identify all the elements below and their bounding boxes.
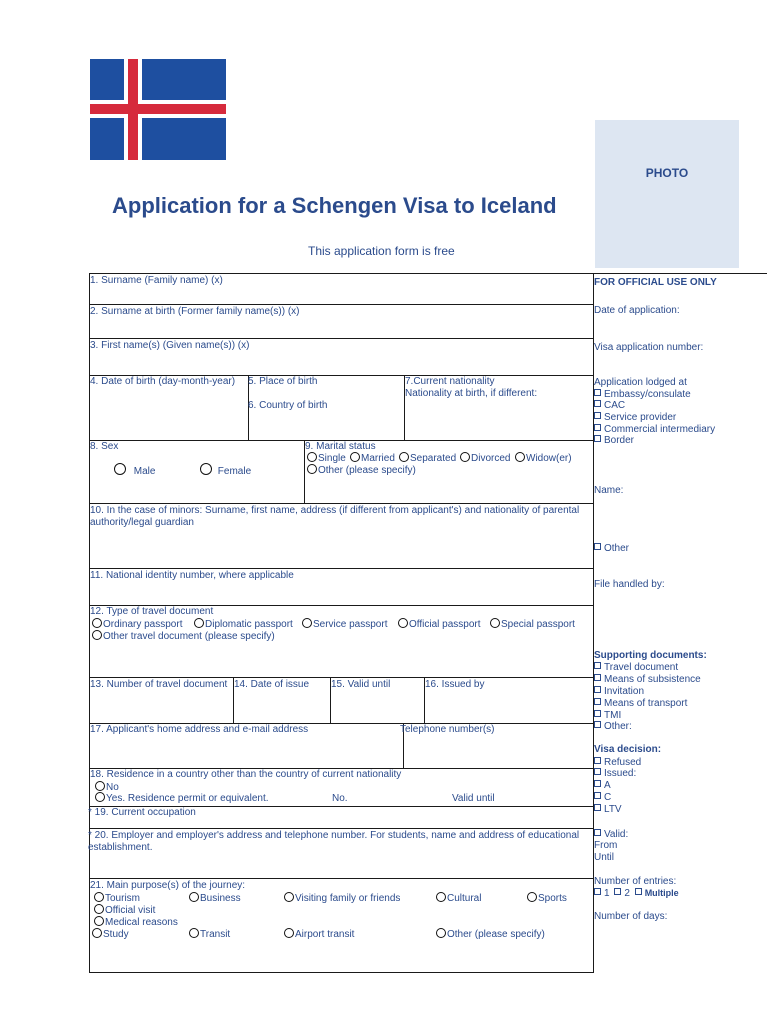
supporting-docs-heading: Supporting documents: — [594, 650, 707, 661]
purpose-sports-option[interactable]: Sports — [527, 892, 567, 905]
decision-item[interactable]: C — [594, 792, 611, 804]
number-of-days-label: Number of days: — [594, 911, 668, 922]
lodged-item[interactable]: Embassy/consulate — [594, 389, 691, 401]
radio-icon[interactable] — [436, 928, 446, 938]
radio-icon[interactable] — [307, 452, 317, 462]
radio-icon[interactable] — [490, 618, 500, 628]
decision-item[interactable]: LTV — [594, 804, 622, 816]
supporting-item[interactable]: Travel document — [594, 662, 678, 674]
field-16-label: 16. Issued by — [425, 679, 485, 690]
checkbox-icon[interactable] — [594, 389, 601, 396]
supporting-item[interactable]: Other: — [594, 721, 632, 733]
checkbox-icon[interactable] — [594, 757, 601, 764]
checkbox-icon[interactable] — [594, 804, 601, 811]
field-3-label: 3. First name(s) (Given name(s)) (x) — [90, 340, 250, 351]
field-20-label: * 20. Employer and employer's address and telephone number. For students, name and address of educational establishment. — [88, 830, 580, 853]
field-17b-label: Telephone number(s) — [400, 724, 495, 735]
field-19-label: * 19. Current occupation — [88, 807, 196, 818]
page-title: Application for a Schengen Visa to Iceland — [112, 193, 557, 218]
residence-valid-label: Valid until — [452, 793, 495, 804]
radio-icon[interactable] — [194, 618, 204, 628]
checkbox-icon[interactable] — [594, 721, 601, 728]
field-7b-label: Nationality at birth, if different: — [405, 388, 538, 399]
field-4-label: 4. Date of birth (day-month-year) — [90, 376, 236, 387]
radio-icon[interactable] — [94, 892, 104, 902]
field-10-label: 10. In the case of minors: Surname, first name, address (if different from applicant's) and nationality of parental authority/legal guardian — [90, 505, 580, 528]
doc-diplomatic-option[interactable]: Diplomatic passport — [194, 618, 293, 631]
doc-official-option[interactable]: Official passport — [398, 618, 481, 631]
purpose-tourism-option[interactable]: Tourism — [94, 892, 140, 905]
checkbox-icon[interactable] — [594, 792, 601, 799]
radio-icon[interactable] — [307, 464, 317, 474]
sex-female-option[interactable]: Female — [200, 463, 251, 478]
radio-icon[interactable] — [515, 452, 525, 462]
supporting-item[interactable]: Means of transport — [594, 698, 687, 710]
purpose-cultural-option[interactable]: Cultural — [436, 892, 481, 905]
radio-icon[interactable] — [95, 781, 105, 791]
radio-icon[interactable] — [189, 928, 199, 938]
marital-divorced-option[interactable]: Divorced — [460, 452, 510, 465]
official-use-heading: FOR OFFICIAL USE ONLY — [594, 277, 717, 288]
decision-item[interactable]: Refused — [594, 757, 641, 769]
radio-icon[interactable] — [92, 630, 102, 640]
field-9-label: 9. Marital status — [305, 441, 376, 452]
marital-separated-option[interactable]: Separated — [399, 452, 456, 465]
checkbox-icon[interactable] — [594, 412, 601, 419]
field-21-label: 21. Main purpose(s) of the journey: — [90, 880, 246, 891]
lodged-item[interactable]: Commercial intermediary — [594, 424, 715, 436]
marital-other-option[interactable]: Other (please specify) — [307, 464, 416, 477]
field-1-label: 1. Surname (Family name) (x) — [90, 275, 223, 286]
radio-icon[interactable] — [92, 928, 102, 938]
lodged-at-label: Application lodged at — [594, 377, 687, 388]
entries-options[interactable]: 1 2 Multiple — [594, 888, 679, 900]
radio-icon[interactable] — [95, 792, 105, 802]
residence-no-option[interactable]: No — [95, 781, 119, 794]
doc-service-option[interactable]: Service passport — [302, 618, 387, 631]
name-label: Name: — [594, 485, 624, 496]
checkbox-icon[interactable] — [594, 888, 601, 895]
purpose-airport-option[interactable]: Airport transit — [284, 928, 354, 941]
valid-from-label: From — [594, 840, 618, 851]
iceland-flag-image — [90, 59, 226, 160]
marital-widow-option[interactable]: Widow(er) — [515, 452, 572, 465]
decision-item[interactable]: Issued: — [594, 768, 636, 780]
checkbox-icon[interactable] — [594, 686, 601, 693]
field-12-label: 12. Type of travel document — [90, 606, 214, 617]
checkbox-icon[interactable] — [594, 662, 601, 669]
radio-icon[interactable] — [398, 618, 408, 628]
photo-box — [595, 120, 739, 268]
radio-icon[interactable] — [284, 892, 294, 902]
purpose-other-option[interactable]: Other (please specify) — [436, 928, 545, 941]
checkbox-icon[interactable] — [594, 768, 601, 775]
lodged-item[interactable]: Service provider — [594, 412, 676, 424]
radio-icon[interactable] — [399, 452, 409, 462]
residence-number-label: No. — [332, 793, 348, 804]
checkbox-icon[interactable] — [594, 543, 601, 550]
checkbox-icon[interactable] — [594, 780, 601, 787]
radio-icon[interactable] — [436, 892, 446, 902]
decision-item[interactable]: A — [594, 780, 611, 792]
field-18-label: 18. Residence in a country other than the country of current nationality — [90, 769, 402, 780]
supporting-item[interactable]: Means of subsistence — [594, 674, 701, 686]
checkbox-icon[interactable] — [594, 674, 601, 681]
supporting-item[interactable]: Invitation — [594, 686, 644, 698]
sex-male-option[interactable]: Male — [114, 463, 155, 478]
radio-icon[interactable] — [284, 928, 294, 938]
checkbox-icon[interactable] — [594, 435, 601, 442]
valid-until-label: Until — [594, 852, 615, 863]
checkbox-icon[interactable] — [614, 888, 621, 895]
radio-icon[interactable] — [302, 618, 312, 628]
marital-married-option[interactable]: Married — [350, 452, 395, 465]
purpose-business-option[interactable]: Business — [189, 892, 241, 905]
radio-icon[interactable] — [527, 892, 537, 902]
radio-icon[interactable] — [94, 904, 104, 914]
radio-icon[interactable] — [94, 916, 104, 926]
field-15-label: 15. Valid until — [331, 679, 391, 690]
lodged-item[interactable]: CAC — [594, 400, 625, 412]
other-item[interactable]: Other — [594, 543, 629, 555]
purpose-study-option[interactable]: Study — [92, 928, 129, 941]
field-14-label: 14. Date of issue — [234, 679, 310, 690]
date-of-application-label: Date of application: — [594, 305, 680, 316]
radio-icon[interactable] — [350, 452, 360, 462]
page-subtitle: This application form is free — [308, 244, 455, 258]
field-17-label: 17. Applicant's home address and e-mail address — [90, 724, 309, 735]
checkbox-icon[interactable] — [594, 698, 601, 705]
purpose-medical-option[interactable]: Medical reasons — [94, 916, 178, 929]
radio-icon[interactable] — [92, 618, 102, 628]
number-of-entries-label: Number of entries: — [594, 876, 677, 887]
purpose-transit-option[interactable]: Transit — [189, 928, 230, 941]
field-13-label: 13. Number of travel document — [90, 679, 228, 690]
valid-item[interactable]: Valid: — [594, 829, 628, 841]
visa-decision-heading: Visa decision: — [594, 744, 662, 755]
residence-yes-option[interactable]: Yes. Residence permit or equivalent. — [95, 792, 269, 805]
photo-label: PHOTO — [645, 166, 689, 180]
checkbox-icon[interactable] — [635, 888, 642, 895]
visa-application-number-label: Visa application number: — [594, 342, 704, 353]
doc-other-option[interactable]: Other travel document (please specify) — [92, 630, 275, 643]
supporting-item[interactable]: TMI — [594, 710, 621, 722]
field-7-label: 7.Current nationality — [405, 376, 495, 387]
field-6-label: 6. Country of birth — [248, 400, 328, 411]
checkbox-icon[interactable] — [594, 424, 601, 431]
checkbox-icon[interactable] — [594, 710, 601, 717]
radio-icon[interactable] — [114, 463, 126, 475]
checkbox-icon[interactable] — [594, 400, 601, 407]
table-border-top — [89, 273, 767, 274]
lodged-item[interactable]: Border — [594, 435, 634, 447]
marital-single-option[interactable]: Single — [307, 452, 346, 465]
radio-icon[interactable] — [189, 892, 199, 902]
table-border-bottom — [89, 972, 594, 973]
doc-special-option[interactable]: Special passport — [490, 618, 575, 631]
radio-icon[interactable] — [200, 463, 212, 475]
field-2-label: 2. Surname at birth (Former family name(s)) (x) — [90, 306, 300, 317]
radio-icon[interactable] — [460, 452, 470, 462]
doc-ordinary-option[interactable]: Ordinary passport — [92, 618, 182, 631]
field-5-label: 5. Place of birth — [248, 376, 318, 387]
field-8-label: 8. Sex — [90, 441, 119, 452]
purpose-family-option[interactable]: Visiting family or friends — [284, 892, 400, 905]
field-11-label: 11. National identity number, where applicable — [90, 570, 294, 581]
checkbox-icon[interactable] — [594, 829, 601, 836]
file-handled-label: File handled by: — [594, 579, 665, 590]
purpose-official-option[interactable]: Official visit — [94, 904, 155, 917]
